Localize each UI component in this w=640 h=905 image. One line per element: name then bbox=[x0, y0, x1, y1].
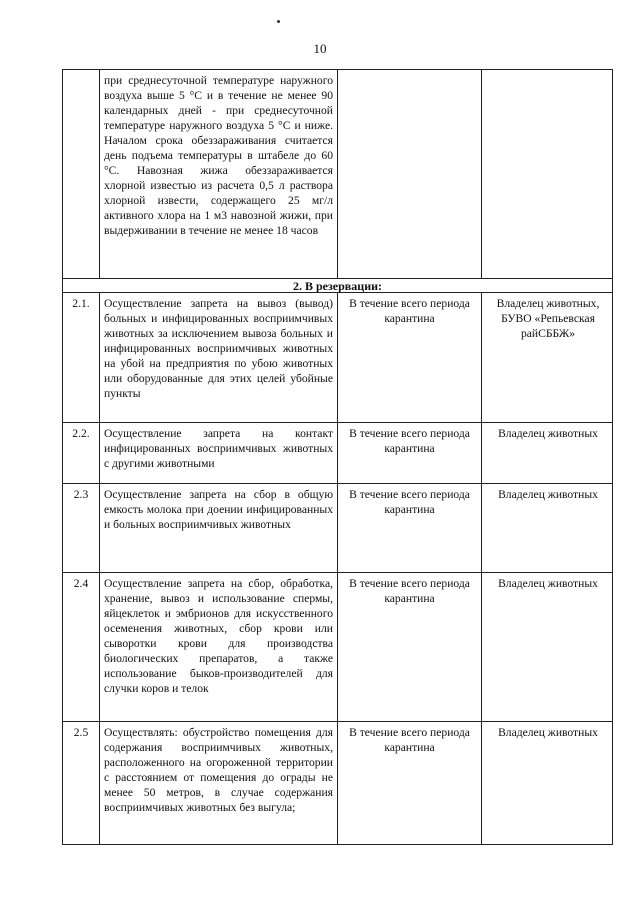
table-row-continuation bbox=[63, 70, 612, 278]
cell-action: Осуществление запрета на сбор в общую емкость молока при доении инфицированных и больных восприимчивых животных bbox=[99, 484, 337, 572]
continuation-text: при среднесуточной температуре наружного воздуха выше 5 °С и в течение не менее 90 календарных дней - при среднесуточной температуре наружного воздуха 5 °С и ниже. Началом срока обеззараживания считается день подъема температуры в штабеле до 60 °С. Навозная жижа обеззараживается хлорной известью из расчета 0,5 л раствора хлорной извести, содержащего 25 мг/л активного хлора на 1 м3 навозной жижи, при выдерживании в течение не менее 18 часов bbox=[104, 74, 333, 237]
cell-number bbox=[63, 70, 99, 278]
cell-responsible: Владелец животных, БУВО «Репьевская райСББЖ» bbox=[481, 293, 614, 422]
scan-dot bbox=[277, 20, 280, 23]
table-row bbox=[63, 572, 612, 721]
cell-action: Осуществление запрета на сбор, обработка, хранение, вывоз и использование спермы, яйцеклеток и эмбрионов для искусственного осеменения животных, сбор крови или сыворотки крови для производства биологических препаратов, а также использование быков-производителей для случки коров и телок bbox=[99, 573, 337, 721]
table-row bbox=[63, 422, 612, 483]
cell-number: 2.4 bbox=[73, 577, 89, 590]
cell-action: Осуществление запрета на вывоз (вывод) больных и инфицированных восприимчивых животных за исключением вывоза больных и инфицированных восприимчивых животных на убой на предприятия по убою животных или оборудованные для этих целей убойные пункты bbox=[99, 293, 337, 422]
table-row bbox=[63, 292, 612, 422]
page-number: 10 bbox=[313, 41, 327, 56]
cell-number: 2.3 bbox=[73, 488, 89, 501]
cell-responsible bbox=[481, 70, 614, 278]
measures-table bbox=[62, 69, 613, 845]
cell-action: Осуществлять: обустройство помещения для содержания восприимчивых животных, расположенного на огороженной территории с расстоянием от помещения до ограды не менее 50 метров, в случае содержания восприимчивых животных без выгула; bbox=[99, 722, 337, 845]
cell-term bbox=[337, 70, 481, 278]
cell-term: В течение всего периода карантина bbox=[337, 293, 481, 422]
cell-number: 2.1. bbox=[72, 297, 90, 310]
cell-number: 2.5 bbox=[73, 726, 89, 739]
table-row bbox=[63, 721, 612, 845]
cell-responsible: Владелец животных bbox=[481, 423, 614, 483]
section-header-row bbox=[63, 278, 612, 292]
table-row bbox=[63, 483, 612, 572]
section-title: 2. В резервации: bbox=[292, 279, 383, 293]
cell-term: В течение всего периода карантина bbox=[337, 722, 481, 845]
cell-term: В течение всего периода карантина bbox=[337, 573, 481, 721]
cell-action: Осуществление запрета на контакт инфицированных восприимчивых животных с другими животными bbox=[99, 423, 337, 483]
cell-number: 2.2. bbox=[72, 427, 90, 440]
cell-term: В течение всего периода карантина bbox=[337, 423, 481, 483]
cell-responsible: Владелец животных bbox=[481, 484, 614, 572]
cell-term: В течение всего периода карантина bbox=[337, 484, 481, 572]
cell-action bbox=[99, 70, 337, 278]
cell-responsible: Владелец животных bbox=[481, 573, 614, 721]
cell-responsible: Владелец животных bbox=[481, 722, 614, 845]
